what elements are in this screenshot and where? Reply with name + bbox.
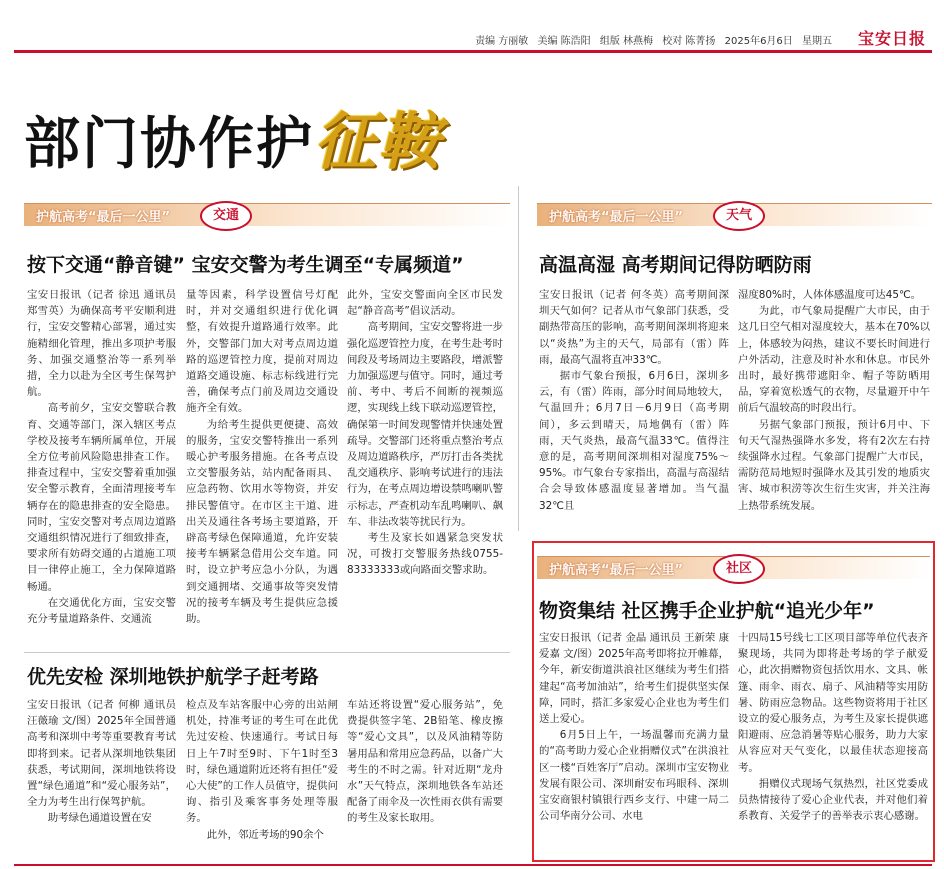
masthead [14, 30, 932, 50]
page-headline [24, 92, 442, 181]
section-divider [24, 652, 510, 653]
community-column-1 [539, 630, 729, 858]
paragraph: 高考期间，宝安交警将进一步强化巡逻管控力度，在考生赴考时间段及考场周边主要路段，增派警力加强巡逻与值守。同时，通过考前、考中、考后不间断的视频巡逻，实现线上线下联动巡逻管控，确保第一时间发现警情并快速处置疏导。交警部门还将重点整治考点及周边道路秩序，严厉打击各类扰乱交通秩序、影响考试进行的违法行为，在考点周边增设禁鸣喇叭警示标志，严查机动车乱鸣喇叭、飙车、非法改装等扰民行为。 [347, 321, 503, 528]
credit-proof: 校对 陈菁扬 [662, 36, 716, 47]
community-badge: 社区 [713, 554, 765, 584]
issue-date: 2025年6月6日 [724, 36, 793, 47]
paragraph: 宝安日报讯（记者 金晶 通讯员 王新荣 康爱嘉 文/图）2025年高考即将拉开帷幕，今年，新安街道洪浪社区继续为考生们搭建起“高考加油站”，给考生们提供坚实保障，同时，搭汇多家爱心企业也为考生们送上爱心。 [539, 632, 729, 726]
paragraph: 据市气象台预报，6月6日，深圳多云，有（雷）阵雨，部分时间局地较大，气温回升；6月7日－6月9日（高考期间），多云到晴天，局地偶有（雷）阵雨，天气炎热，最高气温33℃。值得注意的是，高考期间深圳相对湿度75%～95%。市气象台专家指出，高温与高湿结合会导致体感温度显著增加。当气温32℃且 [539, 370, 729, 512]
paragraph: 捐赠仪式现场气氛热烈，社区党委成员热情接待了爱心企业代表，并对他们着系教育、关爱学子的善举表示衷心感谢。 [738, 777, 928, 823]
section-bar-community [537, 556, 930, 579]
traffic-column-2 [186, 287, 338, 647]
weather-badge: 天气 [713, 201, 765, 231]
paragraph: 量等因素，科学设置信号灯配时，并对交通组织进行优化调整，有效提升道路通行效率。此外，交警部门加大对考点周边道路的巡逻管控力度，提前对周边道路交通设施、标志标线进行完善，确保考点门前及周边交通设施齐全有效。 [186, 289, 338, 415]
paper-logo: 宝安日报 [857, 29, 926, 48]
masthead-rule [14, 50, 932, 53]
page-headline-text: 部门协作护 [24, 112, 314, 177]
paragraph: 宝安日报讯（记者 何柳 通讯员 汪薇瑜 文/图）2025年全国普通高考和深圳中考等重要教育考试即将到来。记者从深圳地铁集团获悉，考试期间，深圳地铁将设置“绿色通道”和“爱心服务站”，全力为考生出行保驾护航。 [27, 699, 176, 809]
section-kicker: 护航高考“最后一公里” [549, 210, 684, 225]
paragraph: 考生及家长如遇紧急突发状况，可拨打交警服务热线0755-83333333或向路面交警求助。 [347, 532, 503, 577]
section-kicker: 护航高考“最后一公里” [549, 563, 684, 578]
metro-column-2 [186, 697, 338, 857]
metro-column-3 [347, 697, 503, 857]
article-title-weather: 高温高湿 高考期间记得防晒防雨 [539, 254, 812, 276]
section-bar-traffic [24, 203, 510, 226]
paragraph: 湿度80%时，人体体感温度可达45℃。 [738, 289, 922, 301]
paragraph: 此外，宝安交警面向全区市民发起“静音高考”倡议活动。 [347, 289, 503, 318]
traffic-column-3 [347, 287, 503, 647]
paragraph: 助考绿色通道设置在安 [47, 812, 152, 825]
traffic-column-1 [27, 287, 176, 647]
credit-editor: 责编 方丽敏 [475, 36, 529, 47]
traffic-badge: 交通 [200, 201, 252, 231]
paragraph: 为此，市气象局提醒广大市民，由于这几日空气相对湿度较大，基本在70%以上，体感较为闷热，建议不要长时间进行户外活动，注意及时补水和休息。市民外出时，最好携带遮阳伞、帽子等防晒用品，穿着宽松透气的衣物，尽量避开中午前后气温较高的时段出行。 [738, 305, 930, 415]
paragraph: 6月5日上午，一场温馨而充满力量的“高考助力爱心企业捐赠仪式”在洪浪社区一楼“百姓客厅”启动。深圳市宝安物业发展有限公司、深圳耐安布玛眼科、深圳宝安商银村镇银行西乡支行、中建一局二公司华南分公司、水电 [539, 729, 729, 823]
column-divider [518, 186, 519, 531]
paragraph: 另据气象部门预报，预计6月中、下旬天气湿热强降水多发，将有2次左右持续强降水过程。气象部门提醒广大市民，需防范局地短时强降水及其引发的地质灾害、城市积涝等次生衍生灾害，并关注海上热带系统发展。 [738, 418, 930, 512]
paragraph: 十四局15号线七工区项目部等单位代表齐聚现场，共同为即将赴考场的学子献爱心，此次捐赠物资包括饮用水、文具、帐篷、雨伞、雨衣、扇子、风油精等实用防暑、防雨应急物品。这些物资将用于社区设立的爱心服务点，为考生及家长提供遮阳避雨、应急消暑等贴心服务，助力大家从容应对天气变化，以最佳状态迎接高考。 [738, 632, 928, 774]
paragraph: 宝安日报讯（记者 何冬英）高考期间深圳天气如何？记者从市气象部门获悉，受副热带高压的影响，高考期间深圳将迎来以“炎热”为主的天气，局部有（雷）阵雨，最高气温将直冲33℃。 [539, 289, 729, 366]
paragraph: 在交通优化方面，宝安交警充分考量道路条件、交通流 [27, 596, 176, 626]
paragraph: 高考前夕，宝安交警联合教育、交通等部门，深入辖区考点学校及接考车辆所属单位，开展全方位考前风险隐患排查工作。排查过程中，宝安交警着重加强安全警示教育，全面清理接考车辆存在的隐患排查的安全隐患。同时，宝安交警对考点周边道路交通组织情况进行了细致排查，要求所有妨碍交通的占道施工项目一律停止施工，全力保障道路畅通。 [27, 402, 176, 593]
paragraph: 宝安日报讯（记者 徐迅 通讯员 郑雪英）为确保高考平安顺利进行，宝安交警精心部署，通过实施精细化管理，推出多项护考服务、加强交通整治等一系列举措，全力以赴为全区考生保驾护航。 [27, 289, 176, 399]
weather-column-1 [539, 287, 729, 525]
paragraph: 此外，邻近考场的90余个 [206, 828, 324, 841]
page-headline-accent: 征鞍 [314, 105, 443, 178]
paragraph: 车站还将设置“爱心服务站”，免费提供签字笔、2B铅笔、橡皮擦等“爱心文具”，以及风油精等防暑用品和常用应急药品，以备广大考生的不时之需。针对近期“龙舟水”天气特点，深圳地铁各车站还配备了雨伞及一次性雨衣供有需要的考生及家长取用。 [347, 699, 503, 825]
credit-layout: 组版 林燕梅 [599, 36, 654, 47]
section-bar-weather [537, 203, 932, 226]
credit-art: 美编 陈浩阳 [537, 36, 591, 47]
paragraph: 为给考生提供更便捷、高效的服务，宝安交警特推出一系列暖心护考服务措施。在各考点设立交警服务站，站内配备雨具、应急药物、饮用水等物资，并安排民警值守。在市区主干道、进出关及通往各考场主要道路，开辟高考绿色保障通道，允许安装接考车辆紧急借用公交车道。同时，设立护考应急小分队，为遇到交通拥堵、交通事故等突发情况的接考车辆及考生提供应急援助。 [186, 418, 338, 626]
masthead-credits [469, 32, 832, 47]
section-kicker: 护航高考“最后一公里” [36, 210, 171, 225]
issue-weekday: 星期五 [802, 36, 832, 47]
bottom-rule [14, 864, 932, 866]
article-title-metro: 优先安检 深圳地铁护航学子赶考路 [27, 666, 319, 688]
community-column-2 [738, 630, 928, 858]
paragraph: 检点及车站客服中心旁的出站闸机处，持准考证的考生可在此优先过安检、快速通行。考试日每日上午7时至9时、下午1时至3时，绿色通道附近还将有担任“爱心大使”的工作人员值守，提供问询、指引及乘客事务处理等服务。 [186, 699, 338, 825]
metro-column-1 [27, 697, 176, 857]
article-title-community: 物资集结 社区携手企业护航“追光少年” [539, 600, 875, 622]
article-title-traffic: 按下交通“静音键” 宝安交警为考生调至“专属频道” [27, 254, 464, 276]
weather-column-2 [738, 287, 930, 525]
